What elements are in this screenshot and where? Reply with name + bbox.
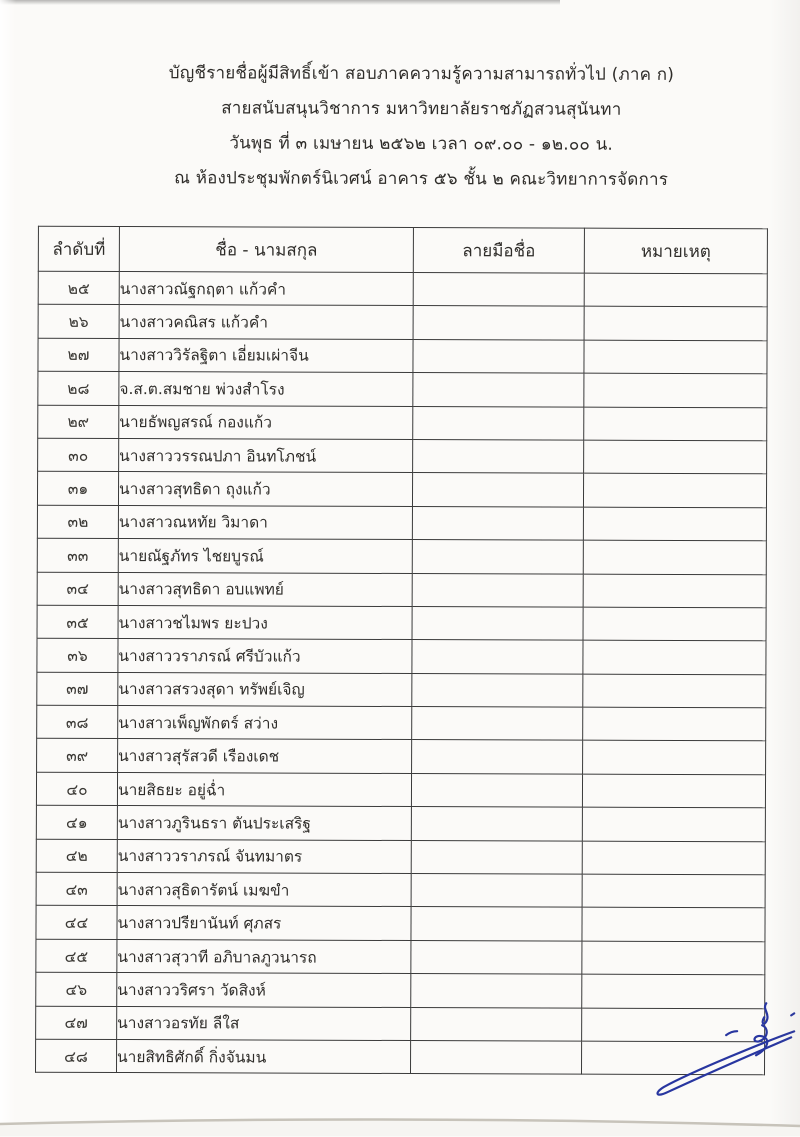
row-number: ๓๓	[37, 538, 118, 572]
row-name: นางสาววราภรณ์ ศรีบัวแก้ว	[118, 639, 412, 673]
table-row	[37, 639, 766, 675]
row-note-cell	[583, 574, 766, 608]
row-name: นางสาวภูรินธรา ตันประเสริฐ	[117, 806, 411, 840]
row-note-cell	[584, 307, 767, 341]
row-name: นางสาวสุรัสวดี เรืองเดช	[118, 739, 412, 773]
row-number: ๓๐	[38, 438, 119, 472]
row-number: ๔๖	[36, 972, 117, 1006]
col-header-name: ชื่อ - นามสกุล	[119, 227, 413, 273]
row-number: ๔๑	[36, 805, 117, 839]
row-signature-cell	[411, 874, 582, 908]
row-number: ๓๑	[37, 472, 118, 506]
table-row	[37, 572, 766, 608]
table-row	[37, 605, 766, 641]
row-signature-cell	[411, 807, 582, 841]
row-signature-cell	[411, 907, 582, 941]
row-name: นางสาววราภรณ์ จันทมาตร	[117, 839, 411, 873]
row-number: ๓๔	[37, 572, 118, 606]
row-note-cell	[584, 273, 767, 307]
row-number: ๔๕	[36, 939, 117, 973]
row-signature-cell	[412, 506, 583, 540]
row-note-cell	[582, 874, 765, 908]
row-note-cell	[583, 473, 766, 507]
row-note-cell	[583, 707, 766, 741]
row-note-cell	[582, 807, 765, 841]
row-number: ๓๘	[37, 705, 118, 739]
row-note-cell	[583, 640, 766, 674]
table-row	[36, 939, 765, 975]
row-number: ๓๖	[37, 639, 118, 673]
table-row	[38, 438, 767, 474]
row-number: ๒๖	[38, 305, 119, 339]
row-number: ๒๙	[38, 405, 119, 439]
row-name: นายณัฐภัทร ไชยบูรณ์	[118, 539, 412, 573]
row-name: นางสาวสรวงสุดา ทรัพย์เจิญ	[118, 672, 412, 706]
row-note-cell	[582, 841, 765, 875]
row-name: นางสาววริศรา วัดสิงห์	[117, 973, 411, 1007]
row-name: นางสาวชไมพร ยะปวง	[118, 605, 412, 639]
row-signature-cell	[412, 606, 583, 640]
row-name: นางสาวณัฐกฤตา แก้วคำ	[119, 272, 413, 306]
col-header-no: ลำดับที่	[38, 226, 119, 271]
row-name: นางสาวสุทธิดา ถุงแก้ว	[118, 472, 412, 506]
table-row	[37, 538, 766, 574]
table-row	[37, 705, 766, 741]
row-signature-cell	[412, 707, 583, 741]
row-signature-cell	[413, 406, 584, 440]
table-row	[37, 505, 766, 541]
table-row	[37, 472, 766, 508]
row-signature-cell	[412, 473, 583, 507]
document-title	[61, 56, 781, 199]
row-name: นางสาวสุวาที อภิบาลภูวนารถ	[117, 939, 411, 973]
table-row	[36, 839, 765, 875]
row-signature-cell	[411, 773, 582, 807]
col-header-signature: ลายมือชื่อ	[413, 228, 584, 274]
row-name: นางสาวสุทธิดา อบแพทย์	[118, 572, 412, 606]
row-note-cell	[583, 607, 766, 641]
table-row	[36, 772, 765, 808]
row-name: นางสาววิรัลฐิตา เอี่ยมเผ่าจีน	[119, 338, 413, 372]
row-name: นางสาวคณิสร แก้วคำ	[119, 305, 413, 339]
row-name: นายธัพญสรณ์ กองแก้ว	[119, 405, 413, 439]
row-name: นางสาวเพ็ญพักตร์ สว่าง	[118, 706, 412, 740]
row-number: ๔๒	[36, 839, 117, 873]
row-number: ๓๕	[37, 605, 118, 639]
row-number: ๓๗	[37, 672, 118, 706]
row-signature-cell	[412, 640, 583, 674]
row-signature-cell	[412, 540, 583, 574]
roster-table	[35, 226, 768, 1076]
row-note-cell	[584, 340, 767, 374]
table-row	[37, 739, 766, 775]
title-line-3: วันพุธ ที่ ๓ เมษายน ๒๕๖๒ เวลา ๐๙.๐๐ - ๑๒.๐๐ น.	[229, 133, 614, 155]
row-number: ๒๘	[38, 371, 119, 405]
row-signature-cell	[413, 439, 584, 473]
row-note-cell	[584, 373, 767, 407]
row-signature-cell	[413, 306, 584, 340]
row-signature-cell	[413, 273, 584, 307]
row-number: ๔๐	[36, 772, 117, 806]
col-header-note: หมายเหตุ	[584, 228, 767, 274]
row-name: นางสาววรรณปภา อินทโภชน์	[119, 438, 413, 472]
row-note-cell	[583, 540, 766, 574]
row-number: ๓๒	[37, 505, 118, 539]
row-number: ๓๙	[37, 739, 118, 773]
row-signature-cell	[411, 974, 582, 1008]
table-row	[36, 906, 765, 942]
row-name: นายสิทธิศักดิ์ กิ่งจันมน	[116, 1039, 410, 1073]
row-number: ๔๔	[36, 906, 117, 940]
table-row	[36, 805, 765, 841]
row-signature-cell	[413, 373, 584, 407]
row-number: ๔๓	[36, 872, 117, 906]
row-signature-cell	[410, 1041, 581, 1075]
row-name: นางสาวปรียานันท์ ศุภสร	[117, 906, 411, 940]
header-row	[38, 226, 767, 274]
table-row	[38, 305, 767, 341]
table-row	[38, 271, 767, 307]
row-signature-cell	[412, 573, 583, 607]
table-row	[36, 872, 765, 908]
table-row	[38, 405, 767, 441]
row-note-cell	[584, 440, 767, 474]
row-name: นายสิธยะ อยู่ฉ่ำ	[117, 772, 411, 806]
table-row	[38, 371, 767, 407]
row-name: นางสาวณหทัย วิมาดา	[118, 505, 412, 539]
row-note-cell	[583, 674, 766, 708]
row-note-cell	[583, 507, 766, 541]
row-name: นางสาวสุธิดารัตน์ เมฆขำ	[117, 873, 411, 907]
title-line-4: ณ ห้องประชุมพักตร์นิเวศน์ อาคาร ๕๖ ชั้น ๒ คณะวิทยาการจัดการ	[174, 168, 669, 190]
row-note-cell	[584, 407, 767, 441]
row-number: ๒๕	[38, 271, 119, 305]
row-number: ๔๗	[36, 1006, 117, 1040]
row-note-cell	[582, 908, 765, 942]
row-signature-cell	[411, 1007, 582, 1041]
row-name: จ.ส.ต.สมชาย พ่วงสำโรง	[119, 372, 413, 406]
row-number: ๔๘	[35, 1039, 116, 1073]
table-body	[35, 271, 767, 1075]
table-row	[38, 338, 767, 374]
row-signature-cell	[411, 840, 582, 874]
row-signature-cell	[411, 940, 582, 974]
table-row	[37, 672, 766, 708]
signature-ink	[648, 995, 798, 1111]
row-signature-cell	[413, 339, 584, 373]
row-signature-cell	[412, 740, 583, 774]
row-note-cell	[583, 741, 766, 775]
row-note-cell	[582, 941, 765, 975]
row-note-cell	[582, 774, 765, 808]
row-name: นางสาวอรทัย ลีใส	[117, 1006, 411, 1040]
title-line-2: สายสนับสนุนวิชาการ มหาวิทยาลัยราชภัฏสวนสุนันทา	[221, 98, 622, 120]
row-signature-cell	[412, 673, 583, 707]
row-number: ๒๗	[38, 338, 119, 372]
title-line-1: บัญชีรายชื่อผู้มีสิทธิ์เข้า สอบภาคความรู้ความสามารถทั่วไป (ภาค ก)	[168, 63, 675, 85]
